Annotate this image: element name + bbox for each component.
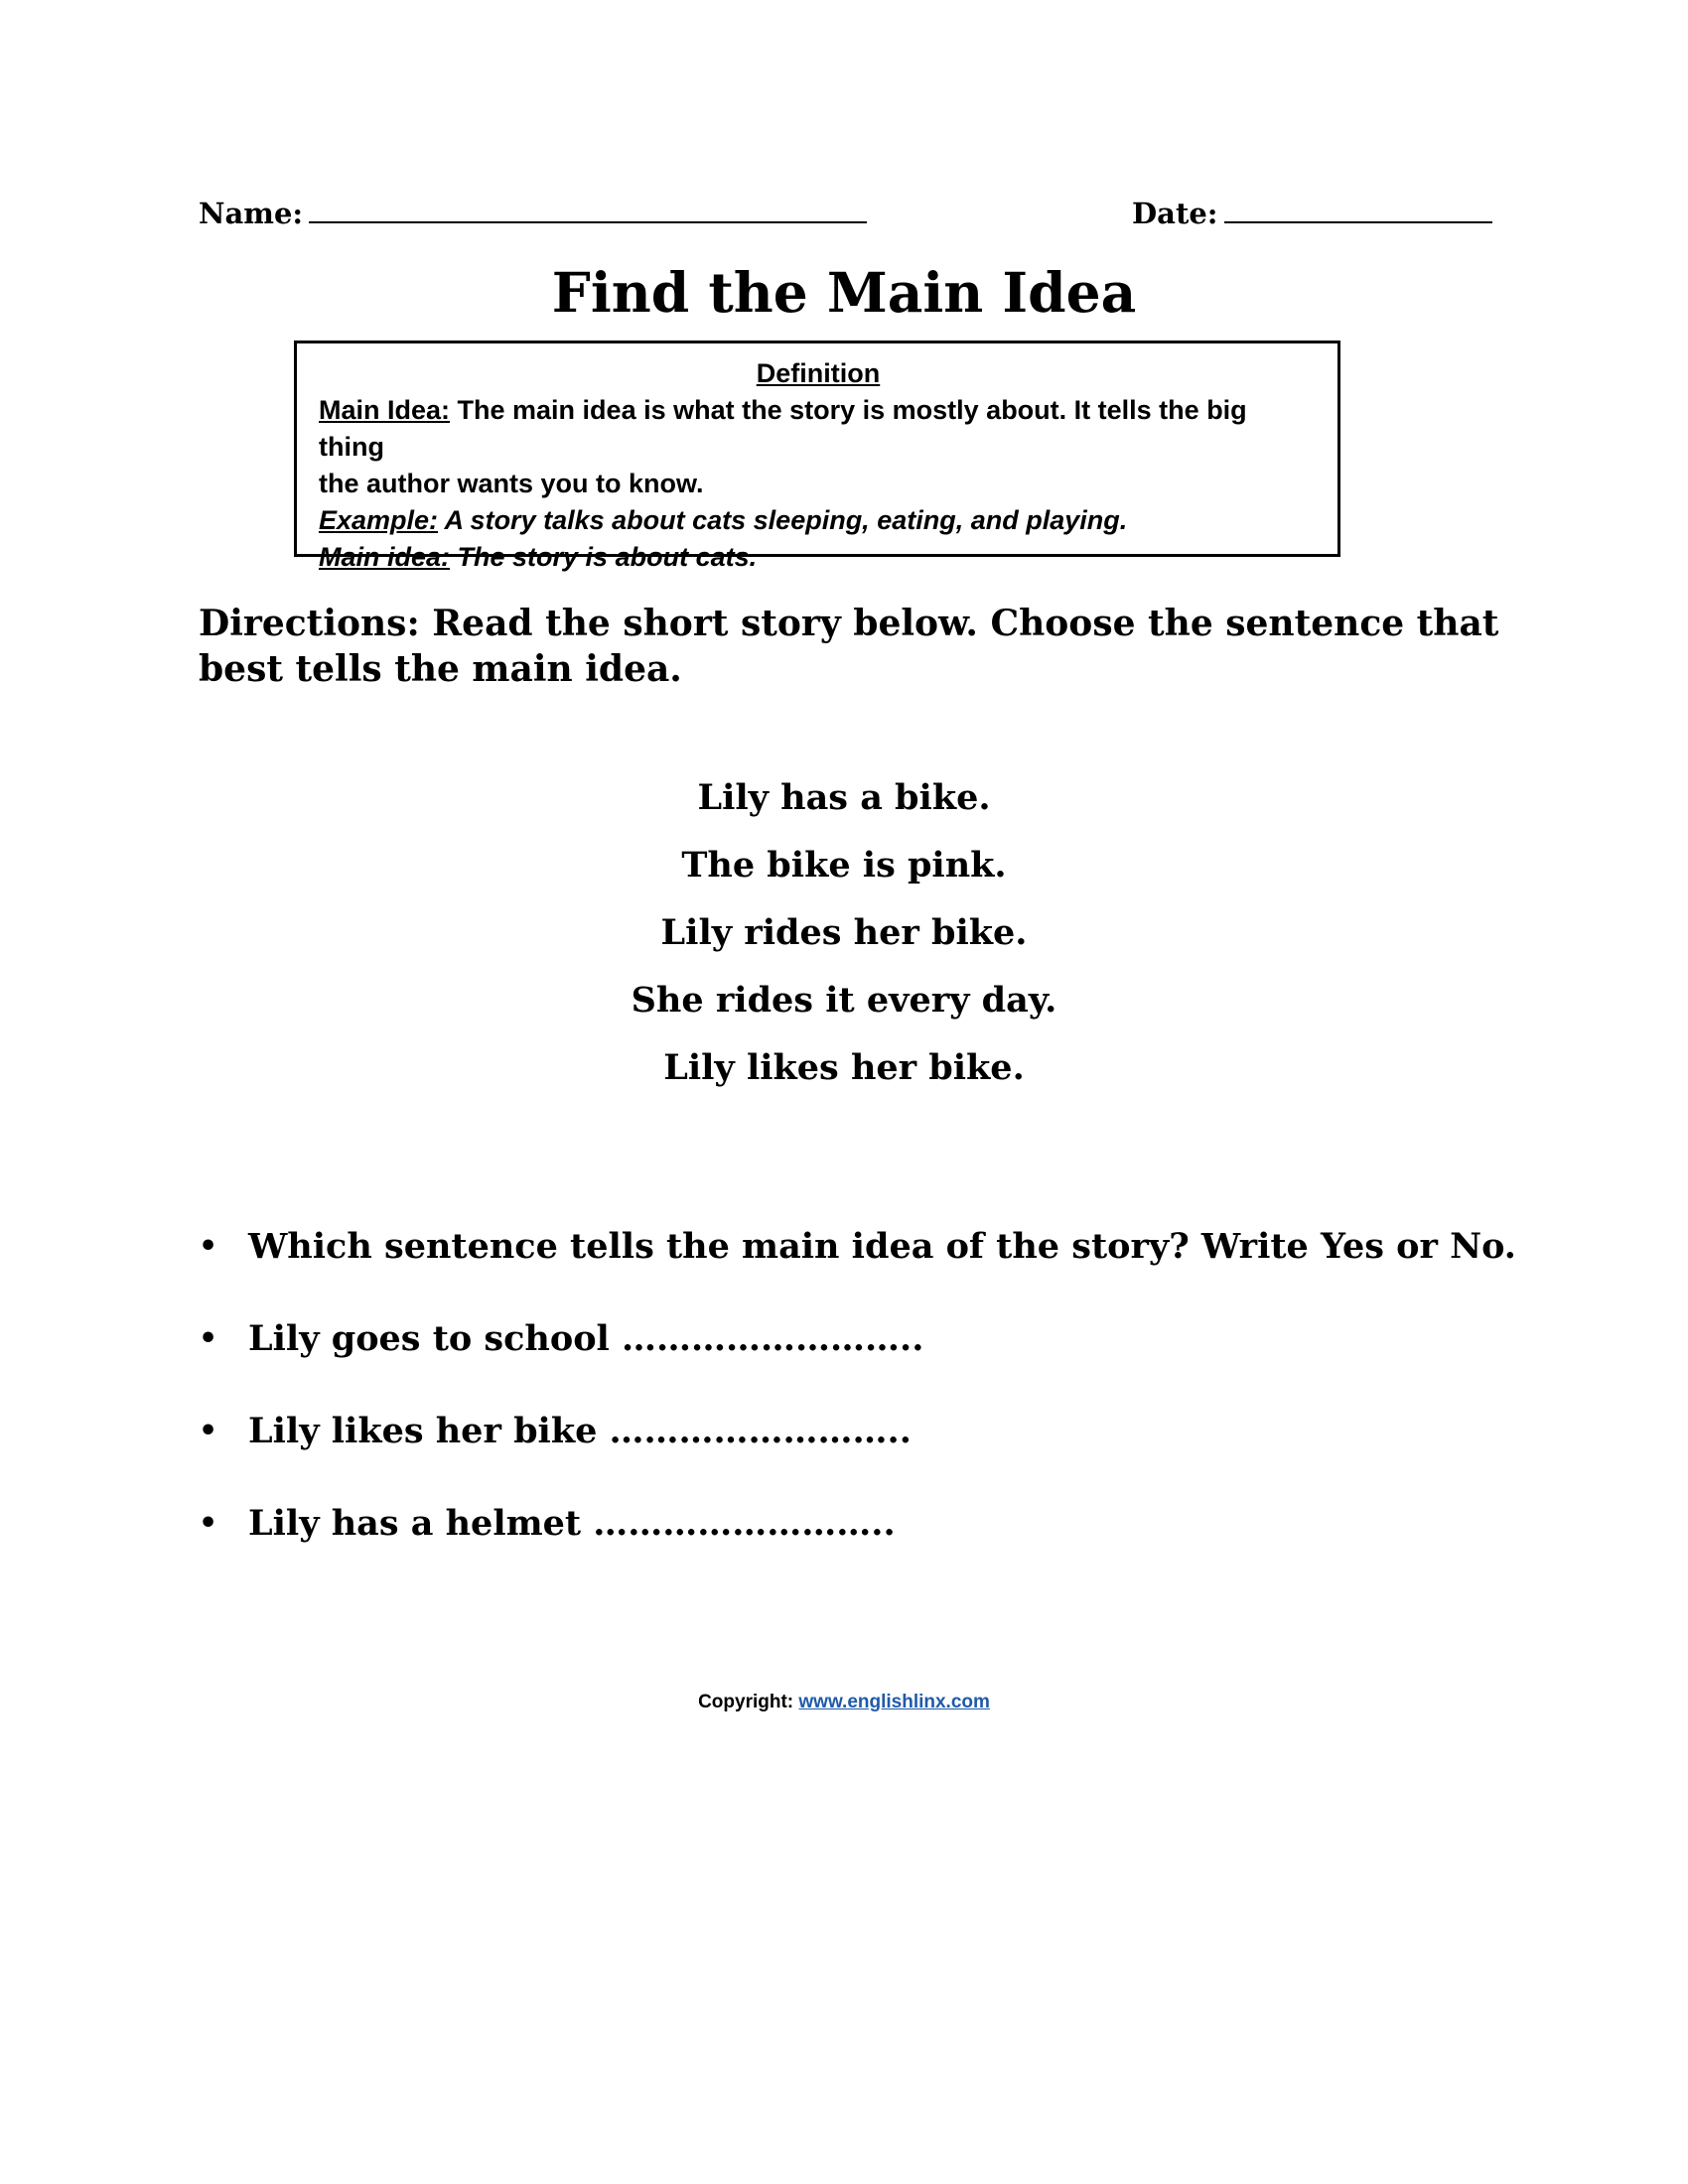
question-text: Which sentence tells the main idea of the story? Write Yes or No. [248, 1226, 1516, 1267]
bullet-icon: • [199, 1321, 218, 1356]
bullet-icon: • [199, 1229, 218, 1264]
definition-main-idea-line [319, 539, 1318, 576]
definition-line-2: the author wants you to know. [319, 469, 704, 498]
answer-option[interactable] [199, 1408, 1489, 1500]
definition-line-1 [319, 392, 1318, 466]
copyright-label: Copyright: [698, 1692, 799, 1712]
date-label: Date: [1132, 197, 1218, 230]
answer-option-text: Lily likes her bike …………………….. [248, 1411, 912, 1451]
story-line: Lily has a bike. [697, 777, 991, 818]
bullet-icon: • [199, 1414, 218, 1448]
story-line: She rides it every day. [631, 980, 1057, 1021]
answer-option[interactable] [199, 1500, 1489, 1592]
name-blank[interactable] [309, 198, 867, 223]
copyright-link[interactable]: www.englishlinx.com [798, 1692, 990, 1712]
date-blank[interactable] [1224, 198, 1492, 223]
name-field-line [199, 197, 867, 230]
date-field-line [1132, 197, 1492, 230]
answer-option-text: Lily goes to school …………………….. [248, 1318, 924, 1359]
question-list [199, 1223, 1516, 1592]
example-text: A story talks about cats sleeping, eating, and playing. [438, 505, 1128, 535]
definition-heading: Definition [756, 358, 881, 388]
story-line: The bike is pink. [681, 845, 1007, 886]
question-item [199, 1223, 1516, 1315]
answer-option[interactable] [199, 1315, 1489, 1408]
main-idea-text: The story is about cats. [450, 542, 758, 572]
story-line: Lily likes her bike. [663, 1047, 1025, 1088]
directions-text: Directions: Read the short story below. Choose the sentence that best tells the main idea. [199, 603, 1499, 690]
definition-example-line [319, 502, 1318, 539]
definition-box [294, 341, 1340, 572]
definition-text-1: The main idea is what the story is mostly about. It tells the big thing [319, 395, 1247, 462]
copyright-footer [0, 1692, 1688, 1713]
bullet-icon: • [199, 1506, 218, 1541]
example-label: Example: [319, 505, 439, 535]
definition-term: Main Idea: [319, 395, 451, 425]
name-label: Name: [199, 197, 304, 230]
main-idea-label: Main idea: [319, 542, 451, 572]
story-line: Lily rides her bike. [660, 912, 1028, 953]
story-block [0, 774, 1688, 1112]
answer-option-text: Lily has a helmet …………………….. [248, 1503, 896, 1544]
page-title: Find the Main Idea [551, 260, 1137, 325]
